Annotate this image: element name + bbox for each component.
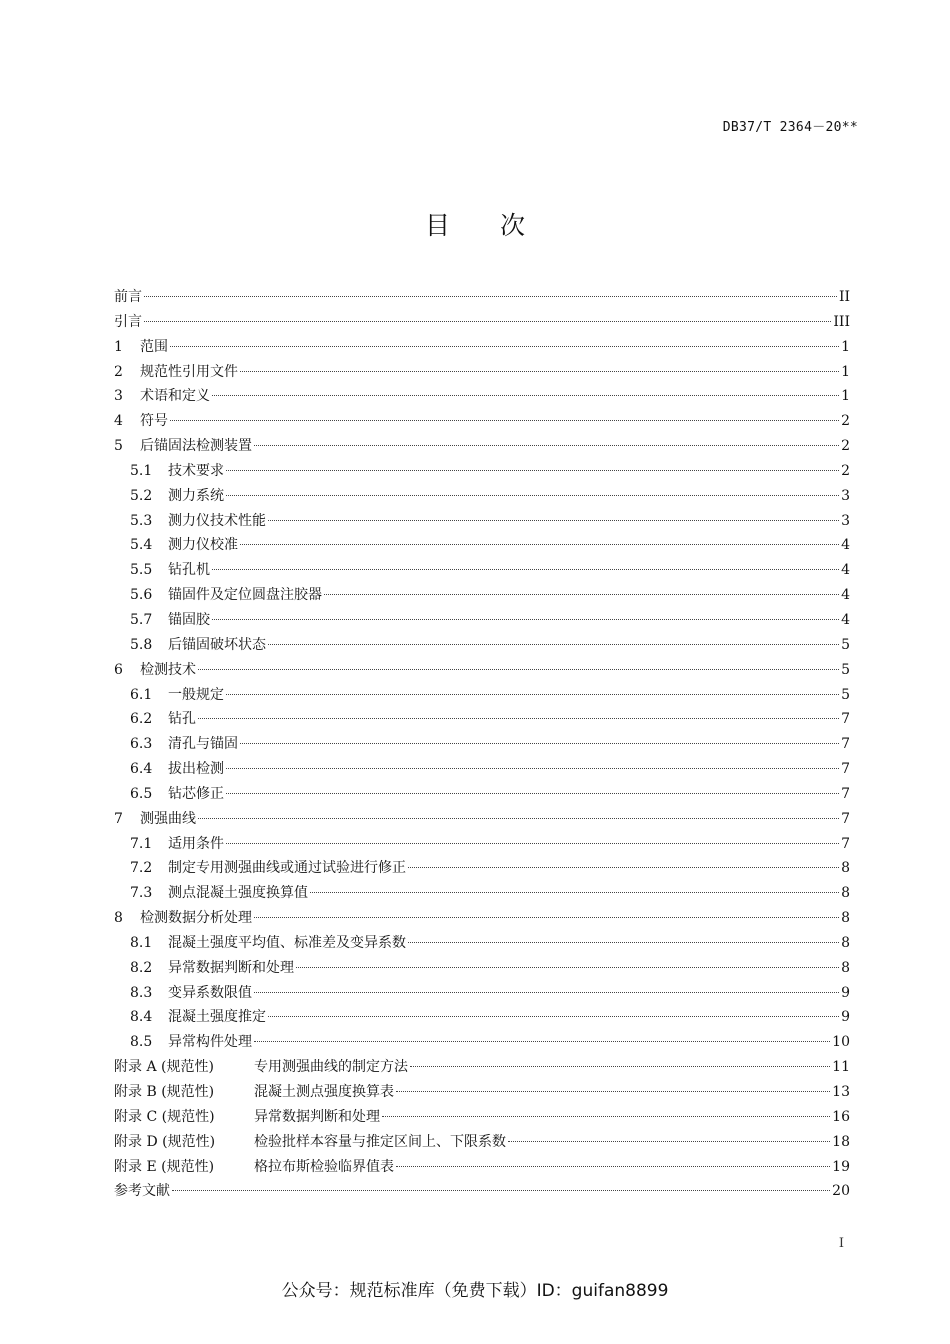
toc-entry-page: 9 bbox=[841, 1009, 850, 1026]
toc-entry[interactable] bbox=[114, 933, 850, 958]
toc-dot-leader bbox=[254, 992, 839, 993]
toc-entry-page: 10 bbox=[832, 1034, 850, 1051]
toc-entry[interactable] bbox=[114, 958, 850, 983]
toc-entry[interactable] bbox=[114, 1132, 850, 1157]
toc-entry-label: 参考文献 bbox=[114, 1183, 170, 1200]
toc-dot-leader bbox=[268, 520, 839, 521]
toc-entry[interactable] bbox=[114, 635, 850, 660]
toc-entry[interactable] bbox=[114, 312, 850, 337]
toc-dot-leader bbox=[212, 395, 839, 396]
toc-entry-label: 拔出检测 bbox=[168, 761, 224, 778]
toc-entry-number: 附录 A (规范性) bbox=[114, 1059, 214, 1076]
toc-entry-number: 6.1 bbox=[130, 686, 153, 703]
toc-entry-page: 5 bbox=[841, 636, 850, 653]
toc-entry-number: 8.5 bbox=[130, 1034, 153, 1051]
toc-entry[interactable] bbox=[114, 759, 850, 784]
toc-entry[interactable] bbox=[114, 1082, 850, 1107]
toc-entry-label: 锚固胶 bbox=[168, 611, 210, 628]
toc-entry-number: 5.2 bbox=[130, 487, 153, 504]
toc-entry-page: 1 bbox=[841, 338, 850, 355]
toc-dot-leader bbox=[172, 1190, 830, 1191]
toc-entry-page: 8 bbox=[841, 860, 850, 877]
toc-dot-leader bbox=[268, 1016, 839, 1017]
toc-dot-leader bbox=[268, 644, 839, 645]
toc-entry-number: 5.1 bbox=[130, 462, 153, 479]
toc-entry[interactable] bbox=[114, 535, 850, 560]
toc-entry-label: 清孔与锚固 bbox=[168, 736, 238, 753]
toc-entry-label: 混凝土强度推定 bbox=[168, 1009, 266, 1026]
toc-entry-label: 后锚固破坏状态 bbox=[168, 636, 266, 653]
toc-dot-leader bbox=[254, 445, 839, 446]
toc-entry-label: 测强曲线 bbox=[140, 810, 196, 827]
toc-entry-page: 9 bbox=[841, 984, 850, 1001]
toc-entry[interactable] bbox=[114, 1032, 850, 1057]
toc-entry-label: 制定专用测强曲线或通过试验进行修正 bbox=[168, 860, 406, 877]
toc-entry-number: 5.6 bbox=[130, 587, 153, 604]
toc-entry[interactable] bbox=[114, 709, 850, 734]
toc-entry-label: 测力系统 bbox=[168, 487, 224, 504]
toc-dot-leader bbox=[226, 793, 839, 794]
toc-entry[interactable] bbox=[114, 362, 850, 387]
toc-entry-number: 6.3 bbox=[130, 736, 153, 753]
toc-entry-page: 1 bbox=[841, 363, 850, 380]
toc-entry[interactable] bbox=[114, 486, 850, 511]
toc-entry-number: 2 bbox=[114, 363, 123, 380]
watermark-text: 公众号：规范标准库（免费下载）ID：guifan8899 bbox=[281, 1281, 669, 1301]
toc-entry[interactable] bbox=[114, 685, 850, 710]
toc-dot-leader bbox=[212, 569, 839, 570]
toc-entry[interactable] bbox=[114, 1007, 850, 1032]
toc-dot-leader bbox=[254, 917, 839, 918]
toc-entry-label: 格拉布斯检验临界值表 bbox=[254, 1158, 394, 1175]
toc-entry-page: 8 bbox=[841, 959, 850, 976]
toc-entry-label: 后锚固法检测装置 bbox=[140, 438, 252, 455]
toc-entry-page: 5 bbox=[841, 686, 850, 703]
toc-dot-leader bbox=[396, 1166, 830, 1167]
toc-entry-page: 4 bbox=[841, 587, 850, 604]
toc-entry-number: 3 bbox=[114, 388, 123, 405]
toc-entry[interactable] bbox=[114, 858, 850, 883]
toc-dot-leader bbox=[226, 495, 839, 496]
toc-entry-number: 1 bbox=[114, 338, 123, 355]
toc-dot-leader bbox=[198, 669, 839, 670]
toc-entry[interactable] bbox=[114, 784, 850, 809]
toc-entry-page: 2 bbox=[841, 462, 850, 479]
toc-entry-number: 6 bbox=[114, 661, 123, 678]
toc-entry[interactable] bbox=[114, 386, 850, 411]
toc-entry-label: 异常数据判断和处理 bbox=[168, 959, 294, 976]
toc-entry-page: 13 bbox=[832, 1084, 850, 1100]
page-number: I bbox=[838, 1236, 844, 1251]
toc-entry-number: 4 bbox=[114, 413, 123, 430]
toc-entry[interactable] bbox=[114, 1057, 850, 1082]
toc-entry[interactable] bbox=[114, 511, 850, 536]
toc-entry-number: 附录 C (规范性) bbox=[114, 1108, 215, 1125]
toc-dot-leader bbox=[198, 718, 839, 719]
toc-entry-label: 规范性引用文件 bbox=[140, 363, 238, 380]
toc-entry-label: 钻芯修正 bbox=[168, 785, 224, 802]
toc-entry-page: 7 bbox=[841, 736, 850, 753]
toc-entry-number: 5.8 bbox=[130, 636, 153, 653]
table-of-contents bbox=[114, 287, 850, 1206]
toc-entry-page: 2 bbox=[841, 413, 850, 430]
toc-entry-number: 5.4 bbox=[130, 537, 153, 554]
toc-entry-label: 异常构件处理 bbox=[168, 1034, 252, 1051]
page-title bbox=[0, 206, 950, 242]
toc-entry-number: 附录 D (规范性) bbox=[114, 1133, 216, 1150]
toc-entry-label: 一般规定 bbox=[168, 686, 224, 703]
toc-entry-number: 7.2 bbox=[130, 860, 153, 877]
toc-entry-page: 7 bbox=[841, 711, 850, 728]
toc-entry-page: 16 bbox=[832, 1108, 850, 1125]
toc-dot-leader bbox=[170, 420, 839, 421]
toc-entry-page: 3 bbox=[841, 487, 850, 504]
toc-dot-leader bbox=[382, 1116, 830, 1117]
toc-entry[interactable] bbox=[114, 585, 850, 610]
toc-entry-label: 检测数据分析处理 bbox=[140, 910, 252, 927]
toc-entry-number: 7.1 bbox=[130, 835, 153, 852]
toc-dot-leader bbox=[408, 867, 839, 868]
toc-entry-label: 引言 bbox=[114, 313, 142, 330]
toc-entry-page: 7 bbox=[841, 785, 850, 802]
toc-entry-number: 8 bbox=[114, 910, 123, 927]
toc-entry[interactable] bbox=[114, 287, 850, 312]
toc-entry-label: 范围 bbox=[140, 338, 168, 355]
toc-entry-number: 5.7 bbox=[130, 611, 153, 628]
toc-entry-label: 测点混凝土强度换算值 bbox=[168, 885, 308, 902]
toc-dot-leader bbox=[226, 843, 839, 844]
toc-entry-number: 6.5 bbox=[130, 785, 153, 802]
toc-entry-page: 7 bbox=[841, 810, 850, 827]
toc-entry[interactable] bbox=[114, 834, 850, 859]
toc-dot-leader bbox=[508, 1141, 830, 1142]
toc-entry-label: 技术要求 bbox=[168, 462, 224, 479]
toc-entry[interactable] bbox=[114, 1181, 850, 1206]
toc-entry-number: 5 bbox=[114, 438, 123, 455]
toc-entry[interactable] bbox=[114, 983, 850, 1008]
toc-dot-leader bbox=[144, 296, 837, 297]
toc-entry[interactable] bbox=[114, 560, 850, 585]
toc-entry-number: 8.3 bbox=[130, 984, 153, 1001]
toc-entry-page: 2 bbox=[841, 438, 850, 455]
toc-dot-leader bbox=[144, 321, 831, 322]
toc-entry[interactable] bbox=[114, 610, 850, 635]
toc-dot-leader bbox=[212, 619, 839, 620]
toc-entry-page: 3 bbox=[841, 512, 850, 529]
toc-dot-leader bbox=[324, 594, 839, 595]
toc-dot-leader bbox=[170, 346, 839, 347]
toc-dot-leader bbox=[310, 892, 839, 893]
title-char-2: 次 bbox=[500, 211, 526, 240]
toc-entry[interactable] bbox=[114, 908, 850, 933]
toc-dot-leader bbox=[296, 967, 839, 968]
toc-entry-page: 4 bbox=[841, 562, 850, 579]
toc-dot-leader bbox=[240, 371, 839, 372]
toc-entry-label: 钻孔 bbox=[168, 711, 196, 728]
toc-dot-leader bbox=[226, 470, 839, 471]
toc-entry-label: 混凝土强度平均值、标准差及变异系数 bbox=[168, 934, 406, 951]
toc-entry-label: 混凝土测点强度换算表 bbox=[254, 1084, 394, 1100]
toc-entry-label: 测力仪技术性能 bbox=[168, 512, 266, 529]
toc-entry-label: 检验批样本容量与推定区间上、下限系数 bbox=[254, 1133, 506, 1150]
toc-dot-leader bbox=[396, 1091, 830, 1092]
toc-entry-number: 6.2 bbox=[130, 711, 153, 728]
toc-entry-number: 7.3 bbox=[130, 885, 153, 902]
toc-dot-leader bbox=[198, 818, 839, 819]
toc-entry-label: 异常数据判断和处理 bbox=[254, 1108, 380, 1125]
toc-entry-number: 7 bbox=[114, 810, 123, 827]
toc-dot-leader bbox=[408, 942, 839, 943]
toc-dot-leader bbox=[240, 544, 839, 545]
toc-entry-page: 7 bbox=[841, 835, 850, 852]
toc-entry[interactable] bbox=[114, 436, 850, 461]
toc-entry-page: 7 bbox=[841, 761, 850, 778]
title-char-1: 目 bbox=[424, 211, 450, 240]
toc-entry-label: 钻孔机 bbox=[168, 562, 210, 579]
toc-entry-page: 20 bbox=[832, 1183, 850, 1200]
toc-entry-label: 适用条件 bbox=[168, 835, 224, 852]
toc-entry-number: 8.4 bbox=[130, 1009, 153, 1026]
toc-entry-page: 18 bbox=[832, 1133, 850, 1150]
toc-dot-leader bbox=[226, 768, 839, 769]
toc-entry-page: 1 bbox=[841, 388, 850, 405]
toc-dot-leader bbox=[410, 1066, 830, 1067]
toc-entry-label: 锚固件及定位圆盘注胶器 bbox=[168, 587, 322, 604]
toc-entry-label: 前言 bbox=[114, 289, 142, 305]
toc-entry-number: 附录 E (规范性) bbox=[114, 1158, 215, 1175]
document-code: DB37/T 2364－20** bbox=[722, 120, 858, 135]
toc-entry-label: 专用测强曲线的制定方法 bbox=[254, 1059, 408, 1076]
toc-entry-label: 术语和定义 bbox=[140, 388, 210, 405]
toc-dot-leader bbox=[240, 743, 839, 744]
toc-entry[interactable] bbox=[114, 809, 850, 834]
toc-entry-page: 5 bbox=[841, 661, 850, 678]
toc-entry[interactable] bbox=[114, 660, 850, 685]
toc-dot-leader bbox=[254, 1041, 830, 1042]
toc-entry-number: 8.2 bbox=[130, 959, 153, 976]
toc-entry-number: 5.5 bbox=[130, 562, 153, 579]
toc-entry-label: 检测技术 bbox=[140, 661, 196, 678]
toc-entry[interactable] bbox=[114, 461, 850, 486]
toc-entry-number: 5.3 bbox=[130, 512, 153, 529]
toc-entry-page: III bbox=[833, 313, 850, 330]
toc-entry-label: 测力仪校准 bbox=[168, 537, 238, 554]
toc-entry-page: 11 bbox=[832, 1059, 850, 1076]
toc-entry-page: 8 bbox=[841, 885, 850, 902]
toc-entry-number: 8.1 bbox=[130, 934, 153, 951]
toc-entry-page: 19 bbox=[832, 1158, 850, 1175]
toc-entry[interactable] bbox=[114, 734, 850, 759]
toc-entry-label: 符号 bbox=[140, 413, 168, 430]
toc-entry[interactable] bbox=[114, 883, 850, 908]
toc-entry-page: 4 bbox=[841, 537, 850, 554]
toc-entry-number: 附录 B (规范性) bbox=[114, 1084, 215, 1100]
toc-entry-page: 4 bbox=[841, 611, 850, 628]
toc-entry[interactable] bbox=[114, 1157, 850, 1182]
toc-entry[interactable] bbox=[114, 1107, 850, 1132]
toc-entry-number: 6.4 bbox=[130, 761, 153, 778]
toc-entry-page: II bbox=[838, 289, 850, 305]
toc-dot-leader bbox=[226, 694, 839, 695]
toc-entry[interactable] bbox=[114, 337, 850, 362]
toc-entry-label: 变异系数限值 bbox=[168, 984, 252, 1001]
toc-entry[interactable] bbox=[114, 411, 850, 436]
toc-entry-page: 8 bbox=[841, 934, 850, 951]
toc-entry-page: 8 bbox=[841, 910, 850, 927]
